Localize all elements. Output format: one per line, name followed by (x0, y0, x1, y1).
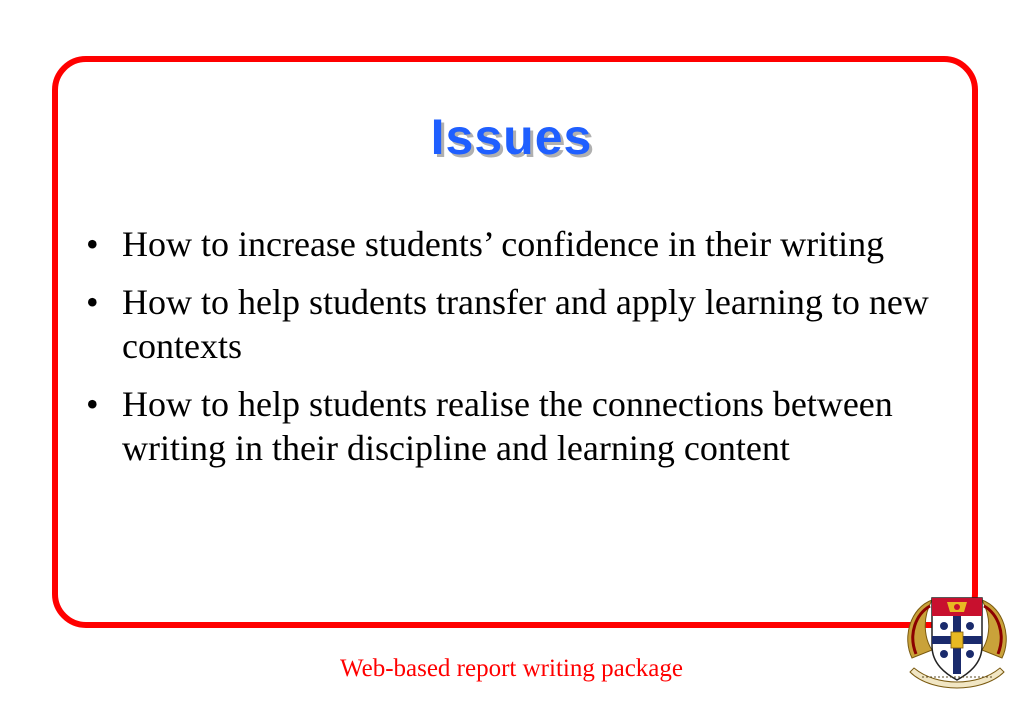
university-crest-icon (902, 588, 1012, 692)
bullet-item (86, 280, 936, 368)
bullet-text: How to increase students’ confidence in their writing (122, 224, 885, 264)
bullet-marker: • (86, 224, 99, 264)
bullet-text: How to help students realise the connections between writing in their discipline and learning content (122, 384, 893, 468)
bullet-item (86, 382, 936, 470)
bullet-item (86, 222, 936, 266)
bullet-list (86, 222, 936, 484)
footer-text: Web-based report writing package (340, 655, 683, 682)
bullet-marker: • (86, 384, 99, 424)
bullet-marker: • (86, 282, 99, 322)
bullet-text: How to help students transfer and apply learning to new contexts (122, 282, 929, 366)
slide-title: Issues (430, 109, 593, 165)
